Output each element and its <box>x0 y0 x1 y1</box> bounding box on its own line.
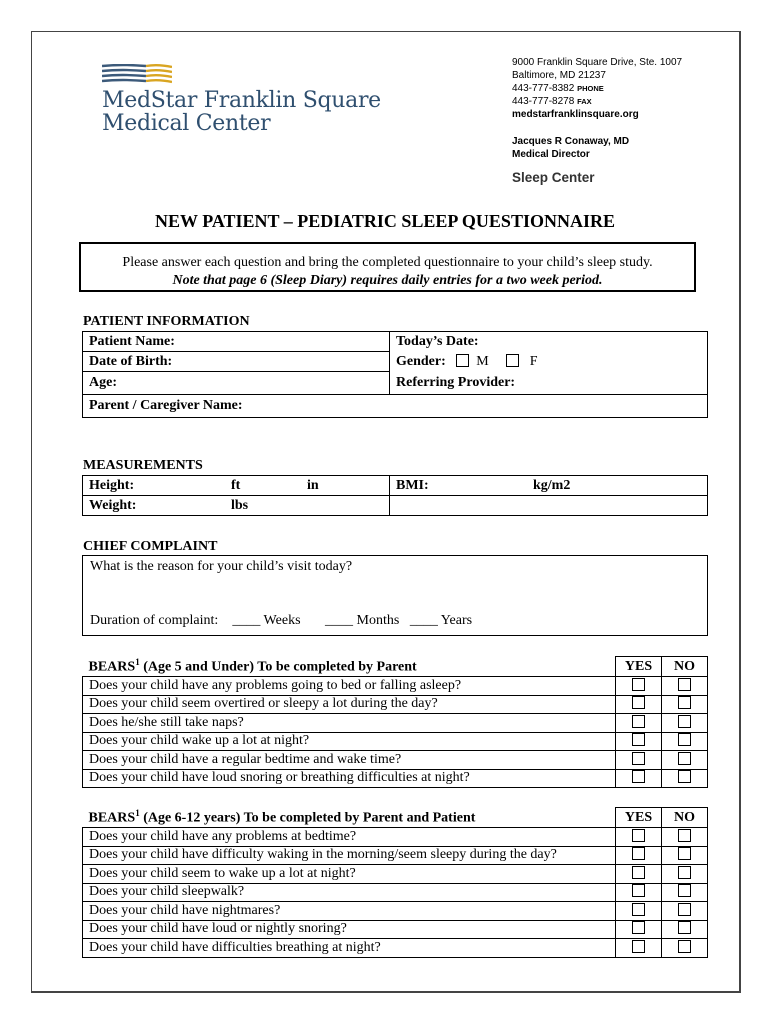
answer-cell-yes <box>616 714 662 733</box>
gender-f-checkbox[interactable] <box>506 354 519 367</box>
complaint-question: What is the reason for your child’s visit today? <box>90 559 353 574</box>
question-text: Does your child wake up a lot at night? <box>83 732 616 751</box>
form-title: NEW PATIENT – PEDIATRIC SLEEP QUESTIONNAIRE <box>155 211 615 231</box>
question-row <box>83 883 708 902</box>
bears-older-heading-b: (Age 6-12 years) To be completed by Parent and Patient <box>139 810 476 826</box>
answer-cell-no <box>662 939 708 958</box>
question-text: Does your child seem overtired or sleepy a lot during the day? <box>83 695 616 714</box>
gender-field <box>390 352 708 372</box>
yes-checkbox[interactable] <box>632 847 645 860</box>
answer-cell-yes <box>616 732 662 751</box>
answer-cell-no <box>662 751 708 770</box>
answer-cell-no <box>662 769 708 788</box>
no-checkbox[interactable] <box>678 829 691 842</box>
question-text: Does your child have any problems going to bed or falling asleep? <box>83 677 616 696</box>
yes-checkbox[interactable] <box>632 884 645 897</box>
answer-cell-no <box>662 920 708 939</box>
yes-checkbox[interactable] <box>632 752 645 765</box>
yes-checkbox[interactable] <box>632 866 645 879</box>
no-checkbox[interactable] <box>678 678 691 691</box>
answer-cell-yes <box>616 828 662 847</box>
answer-cell-yes <box>616 920 662 939</box>
weight-label: Weight: <box>89 497 137 513</box>
measurements-empty-cell <box>390 496 708 516</box>
question-row <box>83 846 708 865</box>
no-checkbox[interactable] <box>678 903 691 916</box>
medstar-logo-icon <box>102 64 172 86</box>
question-row <box>83 751 708 770</box>
height-label: Height: <box>89 477 135 493</box>
question-row <box>83 828 708 847</box>
question-row <box>83 902 708 921</box>
address-fax <box>512 96 592 108</box>
answer-cell-no <box>662 732 708 751</box>
bears-young-heading-b: (Age 5 and Under) To be completed by Parent <box>139 659 417 675</box>
gender-m-label: M <box>476 353 489 369</box>
question-text: Does he/she still take naps? <box>83 714 616 733</box>
bears-older-footnote: 1 <box>135 807 140 818</box>
height-ft-unit: ft <box>231 477 241 493</box>
todays-date-field[interactable]: Today’s Date: <box>390 332 708 352</box>
question-row <box>83 920 708 939</box>
yes-checkbox[interactable] <box>632 733 645 746</box>
weight-lbs-unit: lbs <box>231 497 249 513</box>
age-field[interactable]: Age: <box>83 372 390 395</box>
duration-label: Duration of complaint: <box>90 613 219 628</box>
no-checkbox[interactable] <box>678 884 691 897</box>
no-checkbox[interactable] <box>678 752 691 765</box>
bears-young-footnote: 1 <box>135 656 140 667</box>
answer-cell-yes <box>616 865 662 884</box>
question-text: Does your child have a regular bedtime and wake time? <box>83 751 616 770</box>
answer-cell-yes <box>616 939 662 958</box>
bears-young-no-header: NO <box>662 657 708 677</box>
duration-months[interactable]: ____ Months <box>325 613 400 628</box>
yes-checkbox[interactable] <box>632 903 645 916</box>
question-row <box>83 732 708 751</box>
no-checkbox[interactable] <box>678 770 691 783</box>
question-row <box>83 677 708 696</box>
weight-field[interactable] <box>83 496 390 516</box>
yes-checkbox[interactable] <box>632 715 645 728</box>
answer-cell-yes <box>616 769 662 788</box>
measurements-table <box>82 475 708 516</box>
phone-label: PHONE <box>577 84 604 93</box>
question-text: Does your child have difficulties breathing at night? <box>83 939 616 958</box>
fax-number: 443-777-8278 <box>512 96 575 107</box>
patient-name-field[interactable]: Patient Name: <box>83 332 390 352</box>
bears-young-yes-header: YES <box>616 657 662 677</box>
height-field[interactable] <box>83 476 390 496</box>
answer-cell-yes <box>616 902 662 921</box>
duration-years[interactable]: ____ Years <box>409 613 473 628</box>
question-text: Does your child have nightmares? <box>83 902 616 921</box>
bears-older-yes-header: YES <box>616 808 662 828</box>
question-text: Does your child seem to wake up a lot at night? <box>83 865 616 884</box>
answer-cell-yes <box>616 883 662 902</box>
parent-name-field[interactable]: Parent / Caregiver Name: <box>83 395 708 418</box>
logo-name-line1: MedStar Franklin Square <box>102 88 381 113</box>
answer-cell-yes <box>616 695 662 714</box>
logo-name-line2: Medical Center <box>102 111 271 136</box>
bears-older-no-header: NO <box>662 808 708 828</box>
bmi-label: BMI: <box>396 477 429 493</box>
no-checkbox[interactable] <box>678 847 691 860</box>
question-row <box>83 769 708 788</box>
address-street: 9000 Franklin Square Drive, Ste. 1007 <box>512 57 683 68</box>
website-link[interactable]: medstarfranklinsquare.org <box>512 109 639 120</box>
question-text: Does your child have difficulty waking in the morning/seem sleepy during the day? <box>83 846 616 865</box>
answer-cell-yes <box>616 677 662 696</box>
gender-label: Gender: <box>396 353 446 369</box>
no-checkbox[interactable] <box>678 696 691 709</box>
bmi-unit: kg/m2 <box>533 477 571 493</box>
yes-checkbox[interactable] <box>632 940 645 953</box>
no-checkbox[interactable] <box>678 733 691 746</box>
yes-checkbox[interactable] <box>632 921 645 934</box>
answer-cell-no <box>662 695 708 714</box>
patient-info-heading: PATIENT INFORMATION <box>83 314 250 329</box>
measurements-heading: MEASUREMENTS <box>83 458 203 473</box>
yes-checkbox[interactable] <box>632 770 645 783</box>
no-checkbox[interactable] <box>678 866 691 879</box>
director-title: Medical Director <box>512 149 590 160</box>
bears-older-table <box>82 807 708 958</box>
answer-cell-no <box>662 865 708 884</box>
bears-young-table <box>82 656 708 788</box>
answer-cell-no <box>662 902 708 921</box>
chief-complaint-box[interactable] <box>82 555 708 636</box>
answer-cell-no <box>662 846 708 865</box>
yes-checkbox[interactable] <box>632 696 645 709</box>
chief-complaint-heading: CHIEF COMPLAINT <box>83 539 218 554</box>
question-text: Does your child have any problems at bedtime? <box>83 828 616 847</box>
duration-weeks[interactable]: ____ Weeks <box>232 613 301 628</box>
instructions-line2: Note that page 6 (Sleep Diary) requires daily entries for a two week period. <box>172 273 603 288</box>
duration-row <box>90 613 472 629</box>
bears-older-heading <box>83 808 616 828</box>
question-text: Does your child have loud snoring or breathing difficulties at night? <box>83 769 616 788</box>
phone-number: 443-777-8382 <box>512 83 575 94</box>
gender-f-label: F <box>529 353 538 369</box>
question-row <box>83 695 708 714</box>
question-row <box>83 939 708 958</box>
address-city: Baltimore, MD 21237 <box>512 70 606 81</box>
address-phone <box>512 83 604 95</box>
answer-cell-no <box>662 677 708 696</box>
referring-provider-field[interactable]: Referring Provider: <box>390 372 708 395</box>
answer-cell-no <box>662 883 708 902</box>
question-row <box>83 714 708 733</box>
question-text: Does your child have loud or nightly snoring? <box>83 920 616 939</box>
yes-checkbox[interactable] <box>632 829 645 842</box>
answer-cell-yes <box>616 846 662 865</box>
gender-m-checkbox[interactable] <box>456 354 469 367</box>
question-row <box>83 865 708 884</box>
fax-label: FAX <box>577 97 592 106</box>
answer-cell-no <box>662 714 708 733</box>
answer-cell-no <box>662 828 708 847</box>
answer-cell-yes <box>616 751 662 770</box>
dob-field[interactable]: Date of Birth: <box>83 352 390 372</box>
instructions-line1: Please answer each question and bring the completed questionnaire to your child’s sleep study. <box>122 255 653 270</box>
question-text: Does your child sleepwalk? <box>83 883 616 902</box>
bears-older-heading-a: BEARS <box>88 810 136 826</box>
bmi-field[interactable] <box>390 476 708 496</box>
director-name: Jacques R Conaway, MD <box>512 136 630 147</box>
no-checkbox[interactable] <box>678 715 691 728</box>
yes-checkbox[interactable] <box>632 678 645 691</box>
sleep-center: Sleep Center <box>512 170 595 185</box>
instructions-box <box>79 242 696 292</box>
patient-info-table <box>82 331 708 418</box>
bears-young-heading-a: BEARS <box>88 659 136 675</box>
height-in-unit: in <box>307 477 319 493</box>
no-checkbox[interactable] <box>678 940 691 953</box>
no-checkbox[interactable] <box>678 921 691 934</box>
bears-young-heading <box>83 657 616 677</box>
